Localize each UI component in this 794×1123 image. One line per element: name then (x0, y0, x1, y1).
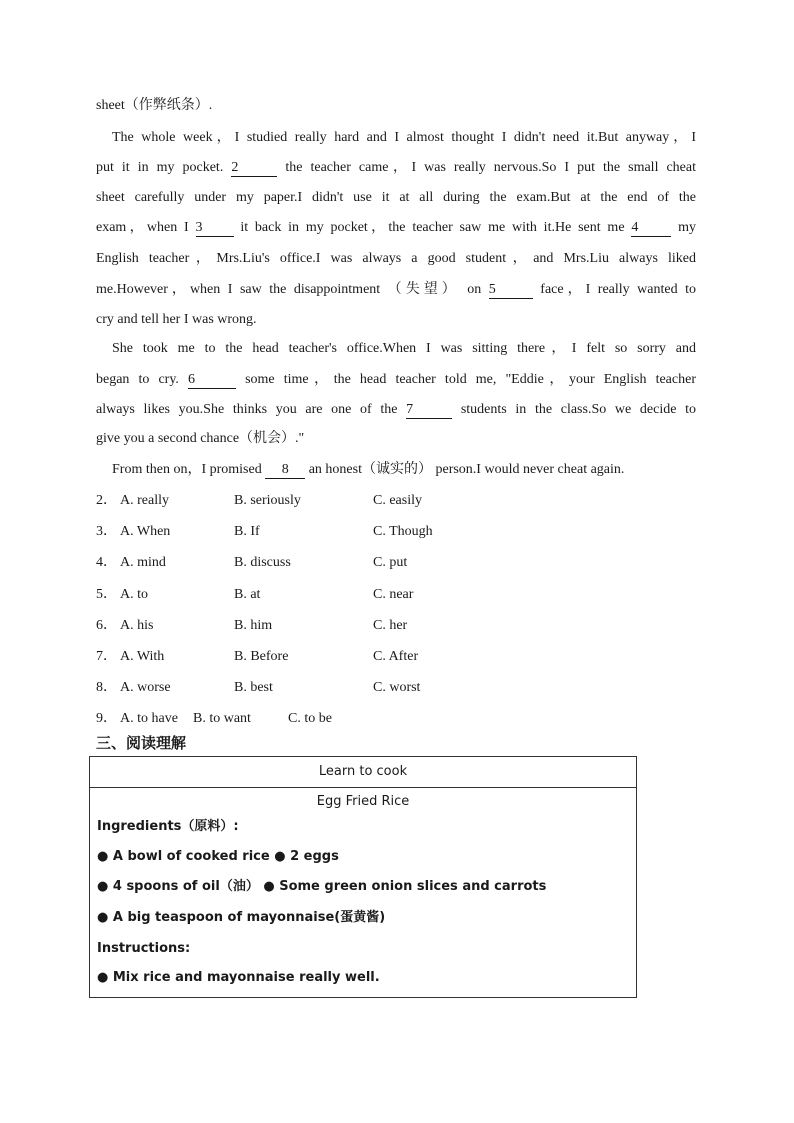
passage-line: put it in my pocket. 2 the teacher came，I was really nervous.So I put the small cheat (96, 160, 696, 175)
option-row: 7． A. With B. Before C. After (96, 647, 696, 667)
instructions-label: Instructions: (97, 941, 191, 956)
option-row: 8． A. worse B. best C. worst (96, 678, 696, 698)
passage-line: give you a second chance（机会）." (96, 431, 305, 446)
recipe-table (89, 756, 637, 998)
blank-3: 3 (196, 220, 234, 237)
option-row: 5． A. to B. at C. near (96, 585, 696, 605)
ingredients-label: Ingredients（原料）: (97, 819, 239, 834)
passage-line: From then on，I promised 8 an honest（诚实的） person.I would never cheat again. (112, 462, 625, 477)
option-a[interactable]: A. really (120, 493, 169, 508)
option-c[interactable]: C. put (373, 555, 408, 570)
passage-line: me.However，when I saw the disappointment （失望） on 5 face，I really wanted to (96, 282, 696, 297)
passage-line: She took me to the head teacher's office.When I was sitting there，I felt so sorry and (112, 341, 696, 356)
option-a[interactable]: A. worse (120, 680, 171, 695)
option-a[interactable]: A. When (120, 524, 171, 539)
ingredient-row: ● 4 spoons of oil（油） ● Some green onion slices and carrots (97, 879, 547, 894)
blank-8: 8 (265, 462, 305, 479)
option-b[interactable]: B. seriously (234, 493, 301, 508)
option-row: 2． A. really B. seriously C. easily (96, 491, 696, 511)
option-c[interactable]: C. to be (288, 711, 332, 726)
option-row: 3． A. When B. If C. Though (96, 522, 696, 542)
option-a[interactable]: A. With (120, 649, 165, 664)
option-b[interactable]: B. him (234, 618, 273, 633)
option-c[interactable]: C. near (373, 587, 414, 602)
option-c[interactable]: C. easily (373, 493, 422, 508)
option-row: 9． A. to have B. to want C. to be (96, 709, 696, 729)
option-row: 6． A. his B. him C. her (96, 616, 696, 636)
option-a[interactable]: A. to have (120, 711, 178, 726)
blank-7: 7 (406, 402, 452, 419)
passage-line: English teacher，Mrs.Liu's office.I was always a good student，and Mrs.Liu always liked (96, 251, 696, 266)
instruction-row: ● Mix rice and mayonnaise really well. (97, 970, 380, 985)
passage-line: sheet carefully under my paper.I didn't use it at all during the exam.But at the end of the (96, 190, 696, 205)
option-a[interactable]: A. mind (120, 555, 166, 570)
ingredient-row: ● A bowl of cooked rice ● 2 eggs (97, 849, 339, 864)
option-c[interactable]: C. her (373, 618, 408, 633)
ingredient-row: ● A big teaspoon of mayonnaise(蛋黄酱) (97, 910, 386, 925)
option-b[interactable]: B. at (234, 587, 261, 602)
option-b[interactable]: B. to want (193, 711, 251, 726)
blank-2: 2 (231, 160, 277, 177)
passage-line: began to cry. 6 some time，the head teacher told me, "Eddie，your English teacher (96, 372, 696, 387)
dish-name: Egg Fried Rice (316, 794, 410, 809)
passage-line: always likes you.She thinks you are one of the 7 students in the class.So we decide to (96, 402, 696, 417)
option-b[interactable]: B. discuss (234, 555, 291, 570)
passage-line: The whole week，I studied really hard and I almost thought I didn't need it.But anyway，I (112, 130, 696, 145)
blank-5: 5 (489, 282, 533, 299)
option-c[interactable]: C. After (373, 649, 419, 664)
passage-line: cry and tell her I was wrong. (96, 312, 257, 327)
blank-4: 4 (631, 220, 671, 237)
option-c[interactable]: C. worst (373, 680, 421, 695)
option-c[interactable]: C. Though (373, 524, 433, 539)
option-a[interactable]: A. to (120, 587, 148, 602)
blank-6: 6 (188, 372, 236, 389)
option-a[interactable]: A. his (120, 618, 154, 633)
passage-line: exam，when I 3 it back in my pocket，the teacher saw me with it.He sent me 4 my (96, 220, 697, 235)
option-b[interactable]: B. best (234, 680, 273, 695)
option-row: 4． A. mind B. discuss C. put (96, 553, 696, 573)
section-title: 三、阅读理解 (96, 734, 187, 752)
table-title: Learn to cook (90, 757, 636, 788)
option-b[interactable]: B. If (234, 524, 260, 539)
option-b[interactable]: B. Before (234, 649, 289, 664)
passage-line: sheet（作弊纸条）. (96, 98, 213, 113)
